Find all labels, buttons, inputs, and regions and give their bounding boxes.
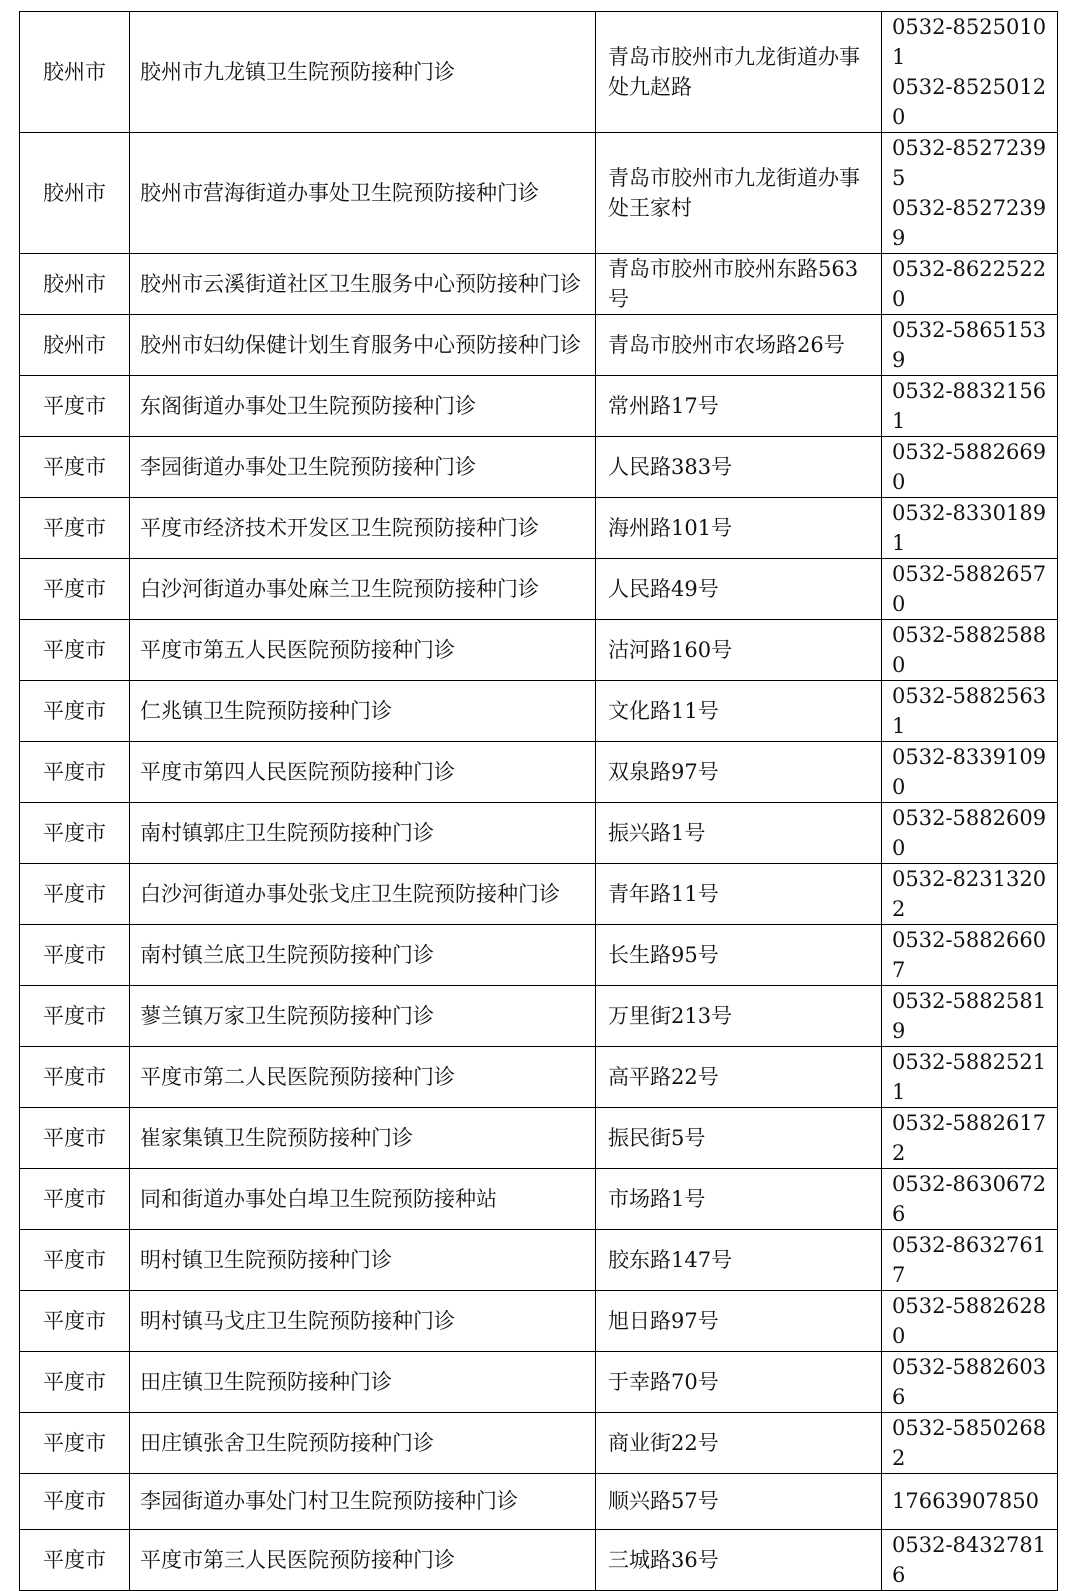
phone-cell [882,803,1058,864]
clinic-name-cell: 李园街道办事处门村卫生院预防接种门诊 [130,1474,596,1530]
address-cell: 常州路17号 [596,376,882,437]
address-cell: 沽河路160号 [596,620,882,681]
phone-number: 0532-58826570 [892,562,1047,616]
city-cell: 平度市 [20,1413,130,1474]
phone-number: 0532-85272395 [892,136,1047,190]
phone-cell [882,1291,1058,1352]
address-cell: 高平路22号 [596,1047,882,1108]
phone-number: 0532-58825880 [892,623,1047,677]
table-row [20,1230,1058,1291]
address-cell: 振兴路1号 [596,803,882,864]
city-cell: 胶州市 [20,133,130,254]
phone-number: 0532-85272399 [892,196,1047,250]
city-cell: 平度市 [20,498,130,559]
city-cell: 胶州市 [20,12,130,133]
table-row [20,498,1058,559]
phone-cell [882,925,1058,986]
table-row [20,803,1058,864]
clinic-name-cell: 田庄镇卫生院预防接种门诊 [130,1352,596,1413]
address-cell: 青岛市胶州市九龙街道办事处王家村 [596,133,882,254]
clinic-name-cell: 蓼兰镇万家卫生院预防接种门诊 [130,986,596,1047]
phone-cell [882,1047,1058,1108]
phone-cell [882,498,1058,559]
phone-number: 0532-83301891 [892,501,1047,555]
phone-number: 0532-58825211 [892,1050,1047,1104]
phone-cell [882,1230,1058,1291]
phone-number: 0532-58826036 [892,1355,1047,1409]
phone-number: 0532-58826172 [892,1111,1047,1165]
phone-number: 0532-58826280 [892,1294,1047,1348]
clinic-name-cell: 平度市第五人民医院预防接种门诊 [130,620,596,681]
address-cell: 青岛市胶州市胶州东路563号 [596,254,882,315]
phone-cell [882,742,1058,803]
clinic-name-cell: 胶州市九龙镇卫生院预防接种门诊 [130,12,596,133]
address-cell: 青岛市胶州市农场路26号 [596,315,882,376]
phone-number: 0532-85250120 [892,75,1047,129]
clinic-table-body [20,12,1058,1591]
clinic-table [19,11,1058,1591]
table-row [20,1291,1058,1352]
city-cell: 平度市 [20,620,130,681]
phone-cell [882,1108,1058,1169]
clinic-name-cell: 白沙河街道办事处麻兰卫生院预防接种门诊 [130,559,596,620]
phone-number: 0532-82313202 [892,867,1047,921]
clinic-name-cell: 胶州市云溪街道社区卫生服务中心预防接种门诊 [130,254,596,315]
address-cell: 双泉路97号 [596,742,882,803]
phone-number: 0532-58826690 [892,440,1047,494]
city-cell: 平度市 [20,1230,130,1291]
city-cell: 胶州市 [20,254,130,315]
address-cell: 海州路101号 [596,498,882,559]
clinic-name-cell: 白沙河街道办事处张戈庄卫生院预防接种门诊 [130,864,596,925]
city-cell: 平度市 [20,986,130,1047]
address-cell: 万里街213号 [596,986,882,1047]
table-row [20,437,1058,498]
clinic-name-cell: 南村镇兰底卫生院预防接种门诊 [130,925,596,986]
phone-number: 17663907850 [892,1489,1039,1514]
table-row [20,864,1058,925]
phone-number: 0532-58651539 [892,318,1047,372]
address-cell: 旭日路97号 [596,1291,882,1352]
clinic-name-cell: 田庄镇张舍卫生院预防接种门诊 [130,1413,596,1474]
city-cell: 平度市 [20,1169,130,1230]
phone-cell [882,315,1058,376]
table-row [20,254,1058,315]
clinic-name-cell: 平度市第二人民医院预防接种门诊 [130,1047,596,1108]
address-cell: 青年路11号 [596,864,882,925]
table-row [20,1474,1058,1530]
table-row [20,1108,1058,1169]
address-cell: 于幸路70号 [596,1352,882,1413]
address-cell: 市场路1号 [596,1169,882,1230]
phone-cell [882,681,1058,742]
phone-number: 0532-83391090 [892,745,1047,799]
phone-number: 0532-58826607 [892,928,1047,982]
phone-number: 0532-58825631 [892,684,1047,738]
table-row [20,1169,1058,1230]
phone-cell [882,1169,1058,1230]
address-cell: 振民街5号 [596,1108,882,1169]
phone-number: 0532-85250101 [892,15,1047,69]
table-row [20,925,1058,986]
city-cell: 平度市 [20,1352,130,1413]
phone-number: 0532-86327617 [892,1233,1047,1287]
phone-cell [882,1413,1058,1474]
clinic-name-cell: 平度市经济技术开发区卫生院预防接种门诊 [130,498,596,559]
phone-number: 0532-86225220 [892,257,1047,311]
table-row [20,742,1058,803]
phone-cell [882,1529,1058,1590]
city-cell: 平度市 [20,1291,130,1352]
city-cell: 平度市 [20,681,130,742]
clinic-name-cell: 同和街道办事处白埠卫生院预防接种站 [130,1169,596,1230]
address-cell: 三城路36号 [596,1529,882,1590]
city-cell: 平度市 [20,1474,130,1530]
city-cell: 平度市 [20,925,130,986]
phone-cell [882,376,1058,437]
table-row [20,12,1058,133]
table-row [20,681,1058,742]
phone-cell [882,437,1058,498]
city-cell: 平度市 [20,1108,130,1169]
clinic-name-cell: 平度市第三人民医院预防接种门诊 [130,1529,596,1590]
clinic-name-cell: 胶州市营海街道办事处卫生院预防接种门诊 [130,133,596,254]
city-cell: 平度市 [20,864,130,925]
clinic-name-cell: 明村镇卫生院预防接种门诊 [130,1230,596,1291]
phone-cell [882,1352,1058,1413]
address-cell: 商业街22号 [596,1413,882,1474]
phone-number: 0532-58502682 [892,1416,1047,1470]
address-cell: 青岛市胶州市九龙街道办事处九赵路 [596,12,882,133]
table-row [20,559,1058,620]
phone-cell [882,986,1058,1047]
phone-cell [882,559,1058,620]
table-row [20,1047,1058,1108]
table-row [20,376,1058,437]
phone-cell [882,254,1058,315]
clinic-name-cell: 平度市第四人民医院预防接种门诊 [130,742,596,803]
city-cell: 平度市 [20,437,130,498]
city-cell: 平度市 [20,803,130,864]
table-row [20,133,1058,254]
clinic-name-cell: 胶州市妇幼保健计划生育服务中心预防接种门诊 [130,315,596,376]
address-cell: 顺兴路57号 [596,1474,882,1530]
phone-cell [882,133,1058,254]
clinic-name-cell: 崔家集镇卫生院预防接种门诊 [130,1108,596,1169]
phone-number: 0532-88321561 [892,379,1047,433]
clinic-name-cell: 南村镇郭庄卫生院预防接种门诊 [130,803,596,864]
address-cell: 长生路95号 [596,925,882,986]
phone-cell [882,12,1058,133]
clinic-name-cell: 东阁街道办事处卫生院预防接种门诊 [130,376,596,437]
clinic-name-cell: 明村镇马戈庄卫生院预防接种门诊 [130,1291,596,1352]
phone-cell [882,1474,1058,1530]
city-cell: 平度市 [20,559,130,620]
clinic-name-cell: 李园街道办事处卫生院预防接种门诊 [130,437,596,498]
city-cell: 胶州市 [20,315,130,376]
table-row [20,1352,1058,1413]
address-cell: 文化路11号 [596,681,882,742]
phone-cell [882,620,1058,681]
city-cell: 平度市 [20,376,130,437]
clinic-name-cell: 仁兆镇卫生院预防接种门诊 [130,681,596,742]
city-cell: 平度市 [20,742,130,803]
phone-cell [882,864,1058,925]
address-cell: 人民路383号 [596,437,882,498]
table-row [20,1413,1058,1474]
city-cell: 平度市 [20,1047,130,1108]
table-row [20,315,1058,376]
phone-number: 0532-58826090 [892,806,1047,860]
city-cell: 平度市 [20,1529,130,1590]
phone-number: 0532-86306726 [892,1172,1047,1226]
table-row [20,986,1058,1047]
phone-number: 0532-84327816 [892,1532,1047,1587]
address-cell: 人民路49号 [596,559,882,620]
table-row [20,1529,1058,1590]
phone-number: 0532-58825819 [892,989,1047,1043]
address-cell: 胶东路147号 [596,1230,882,1291]
table-row [20,620,1058,681]
